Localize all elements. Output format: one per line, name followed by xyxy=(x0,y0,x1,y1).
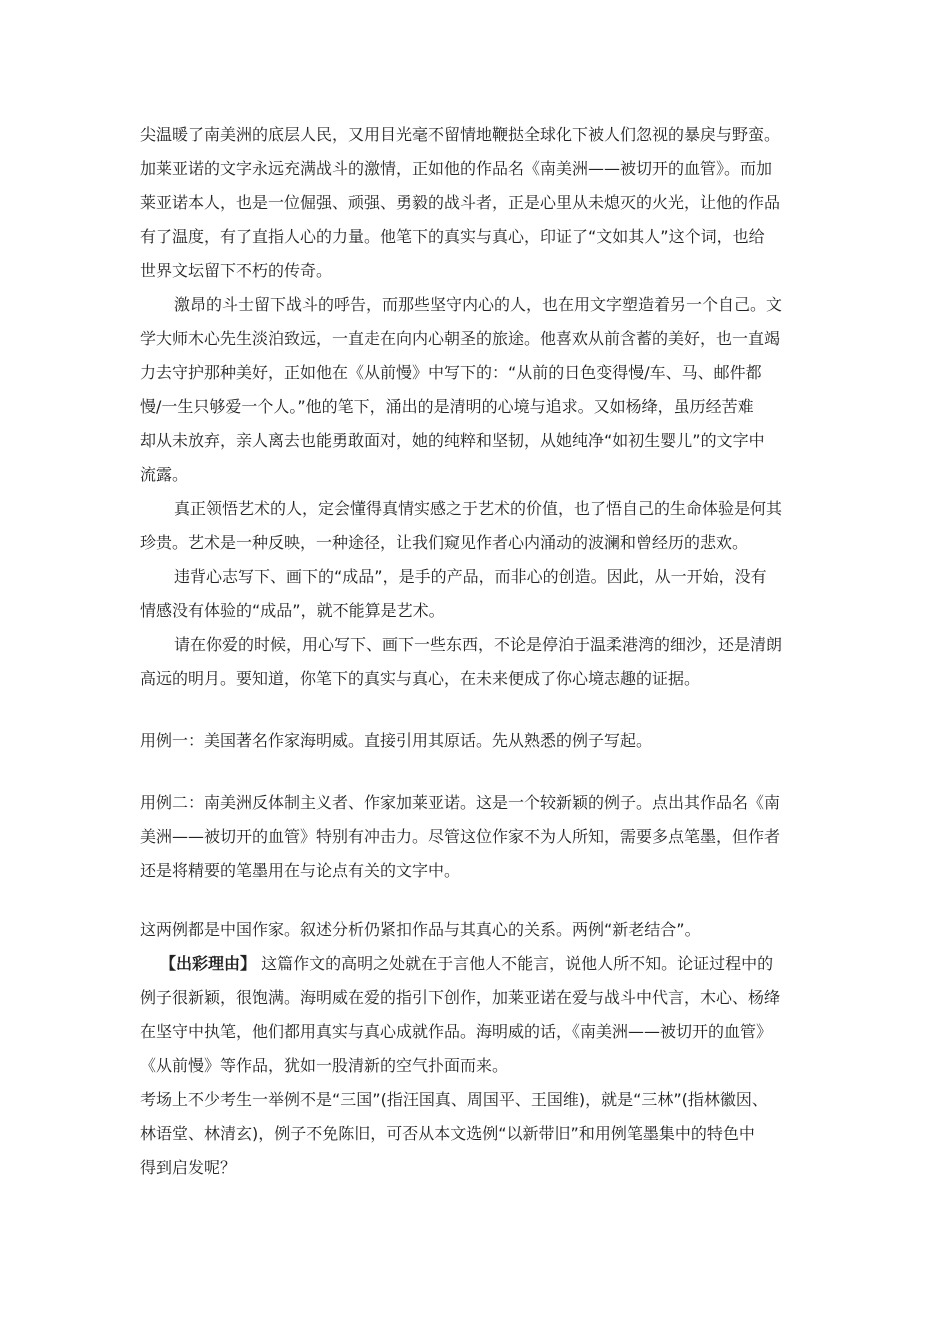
text-line: 用例一：美国著名作家海明威。直接引用其原话。先从熟悉的例子写起。 xyxy=(140,731,653,750)
text-line: 慢/一生只够爱一个人。”他的笔下，涌出的是清明的心境与追求。又如杨绛，虽历经苦难 xyxy=(140,397,754,416)
text-line: 尖温暖了南美洲的底层人民，又用目光毫不留情地鞭挞全球化下被人们忽视的暴戾与野蛮。 xyxy=(140,125,781,144)
text-line: 高远的明月。要知道，你笔下的真实与真心，在未来便成了你心境志趣的证据。 xyxy=(140,669,701,688)
note-example-three xyxy=(140,913,812,947)
text-line: 世界文坛留下不朽的传奇。 xyxy=(140,261,333,280)
text-line: 学大师木心先生淡泊致远，一直走在向内心朝圣的旅途。他喜欢从前含蓄的美好，也一直竭 xyxy=(140,329,781,348)
document-body xyxy=(140,118,812,1185)
text-line: 有了温度，有了直指人心的力量。他笔下的真实与真心，印证了“文如其人”这个词，也给 xyxy=(140,227,765,246)
paragraph-art xyxy=(140,492,812,560)
text-line: 请在你爱的时候，用心写下、画下一些东西，不论是停泊于温柔港湾的细沙，还是清朗 xyxy=(174,635,783,654)
text-line: 却从未放弃，亲人离去也能勇敢面对，她的纯粹和坚韧，从她纯净“如初生婴儿”的文字中 xyxy=(140,431,765,450)
text-line: 林语堂、林清玄)，例子不免陈旧，可否从本文选例“以新带旧”和用例笔墨集中的特色中 xyxy=(140,1124,755,1143)
paragraph-galeano xyxy=(140,118,812,288)
note-example-two xyxy=(140,786,812,888)
closing-note xyxy=(140,1083,812,1185)
text-line: 在坚守中执笔，他们都用真实与真心成就作品。海明威的话，《南美洲——被切开的血管》 xyxy=(140,1022,773,1041)
text-line: 加莱亚诺的文字永远充满战斗的激情，正如他的作品名《南美洲——被切开的血管》。而加 xyxy=(140,159,773,178)
spacer xyxy=(140,888,812,913)
note-example-one xyxy=(140,724,812,758)
paragraph-product xyxy=(140,560,812,628)
text-line: 考场上不少考生一举例不是“三国”(指汪国真、周国平、王国维)，就是“三林”(指林徽因、 xyxy=(140,1090,768,1109)
text-line: 美洲——被切开的血管》特别有冲击力。尽管这位作家不为人所知，需要多点笔墨，但作者 xyxy=(140,827,781,846)
spacer xyxy=(140,696,812,724)
paragraph-conclusion xyxy=(140,628,812,696)
text-line: 得到启发呢？ xyxy=(140,1158,237,1177)
reason-label: 【出彩理由】 xyxy=(160,954,257,973)
text-line: 真正领悟艺术的人，定会懂得真情实感之于艺术的价值，也了悟自己的生命体验是何其 xyxy=(174,499,783,518)
spacer xyxy=(140,758,812,786)
text-line: 还是将精要的笔墨用在与论点有关的文字中。 xyxy=(140,861,461,880)
text-line: 流露。 xyxy=(140,465,189,484)
text-line: 情感没有体验的“成品”，就不能算是艺术。 xyxy=(140,601,445,620)
text-line: 激昂的斗士留下战斗的呼告，而那些坚守内心的人，也在用文字塑造着另一个自己。文 xyxy=(174,295,783,314)
highlight-reason xyxy=(140,947,812,1083)
text-line: 力去守护那种美好，正如他在《从前慢》中写下的：“从前的日色变得慢/车、马、邮件都 xyxy=(140,363,762,382)
paragraph-muxin-yangjiang xyxy=(140,288,812,492)
text-line: 用例二：南美洲反体制主义者、作家加莱亚诺。这是一个较新颖的例子。点出其作品名《南 xyxy=(140,793,781,812)
text-line: 《从前慢》等作品，犹如一股清新的空气扑面而来。 xyxy=(140,1056,509,1075)
text-line: 例子很新颖，很饱满。海明威在爱的指引下创作，加莱亚诺在爱与战斗中代言，木心、杨绛 xyxy=(140,988,781,1007)
reason-text: 这篇作文的高明之处就在于言他人不能言，说他人所不知。论证过程中的 xyxy=(256,954,774,973)
text-line: 这两例都是中国作家。叙述分析仍紧扣作品与其真心的关系。两例“新老结合”。 xyxy=(140,920,701,939)
text-line: 违背心志写下、画下的“成品”，是手的产品，而非心的创造。因此，从一开始，没有 xyxy=(174,567,767,586)
text-line: 莱亚诺本人，也是一位倔强、顽强、勇毅的战斗者，正是心里从未熄灭的火光，让他的作品 xyxy=(140,193,781,212)
text-line xyxy=(140,947,812,981)
text-line: 珍贵。艺术是一种反映，一种途径，让我们窥见作者心内涌动的波澜和曾经历的悲欢。 xyxy=(140,533,749,552)
